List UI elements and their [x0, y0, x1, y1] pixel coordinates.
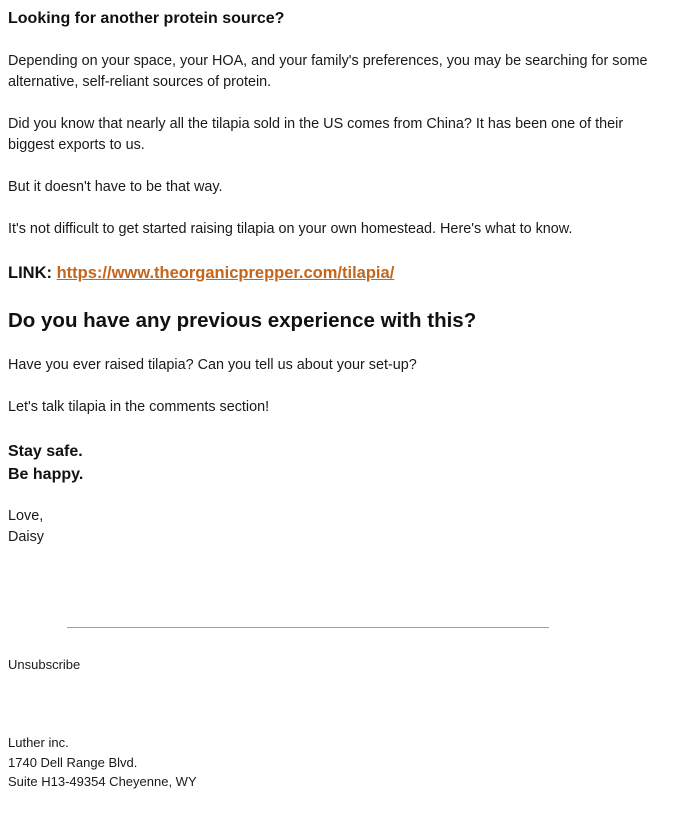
address-line-2: Suite H13-49354 Cheyenne, WY [8, 774, 197, 789]
address-line-1: 1740 Dell Range Blvd. [8, 754, 138, 770]
company-name: Luther inc. [8, 735, 69, 750]
footer-address [8, 733, 197, 792]
paragraph-that-way: But it doesn't have to be that way. [8, 179, 223, 195]
footer-divider [67, 627, 549, 628]
paragraph-get-started: It's not difficult to get started raising tilapia on your own homestead. Here's what to know. [8, 221, 573, 237]
tilapia-article-link[interactable]: https://www.theorganicprepper.com/tilapia/ [56, 264, 395, 282]
unsubscribe-link[interactable]: Unsubscribe [8, 657, 81, 672]
paragraph-china-line-2: biggest exports to us. [8, 137, 145, 153]
paragraph-china [8, 114, 623, 156]
paragraph-comments: Let's talk tilapia in the comments section! [8, 399, 270, 415]
paragraph-space [8, 51, 647, 93]
link-label: LINK: [8, 264, 52, 282]
heading-protein-source: Looking for another protein source? [8, 10, 285, 27]
signoff-be-happy: Be happy. [8, 466, 84, 483]
closing-name: Daisy [8, 529, 44, 545]
signoff [8, 440, 83, 486]
heading-experience: Do you have any previous experience with this? [8, 309, 477, 332]
paragraph-space-line-1: Depending on your space, your HOA, and your family's preferences, you may be searching for some [8, 53, 648, 69]
link-line [8, 262, 394, 284]
paragraph-question: Have you ever raised tilapia? Can you tell us about your set-up? [8, 357, 417, 373]
signoff-stay-safe: Stay safe. [8, 443, 83, 460]
paragraph-china-line-1: Did you know that nearly all the tilapia sold in the US comes from China? It has been one of their [8, 116, 624, 132]
unsubscribe-line [8, 655, 80, 675]
paragraph-space-line-2: alternative, self-reliant sources of protein. [8, 74, 272, 90]
closing [8, 506, 44, 548]
closing-love: Love, [8, 508, 44, 524]
